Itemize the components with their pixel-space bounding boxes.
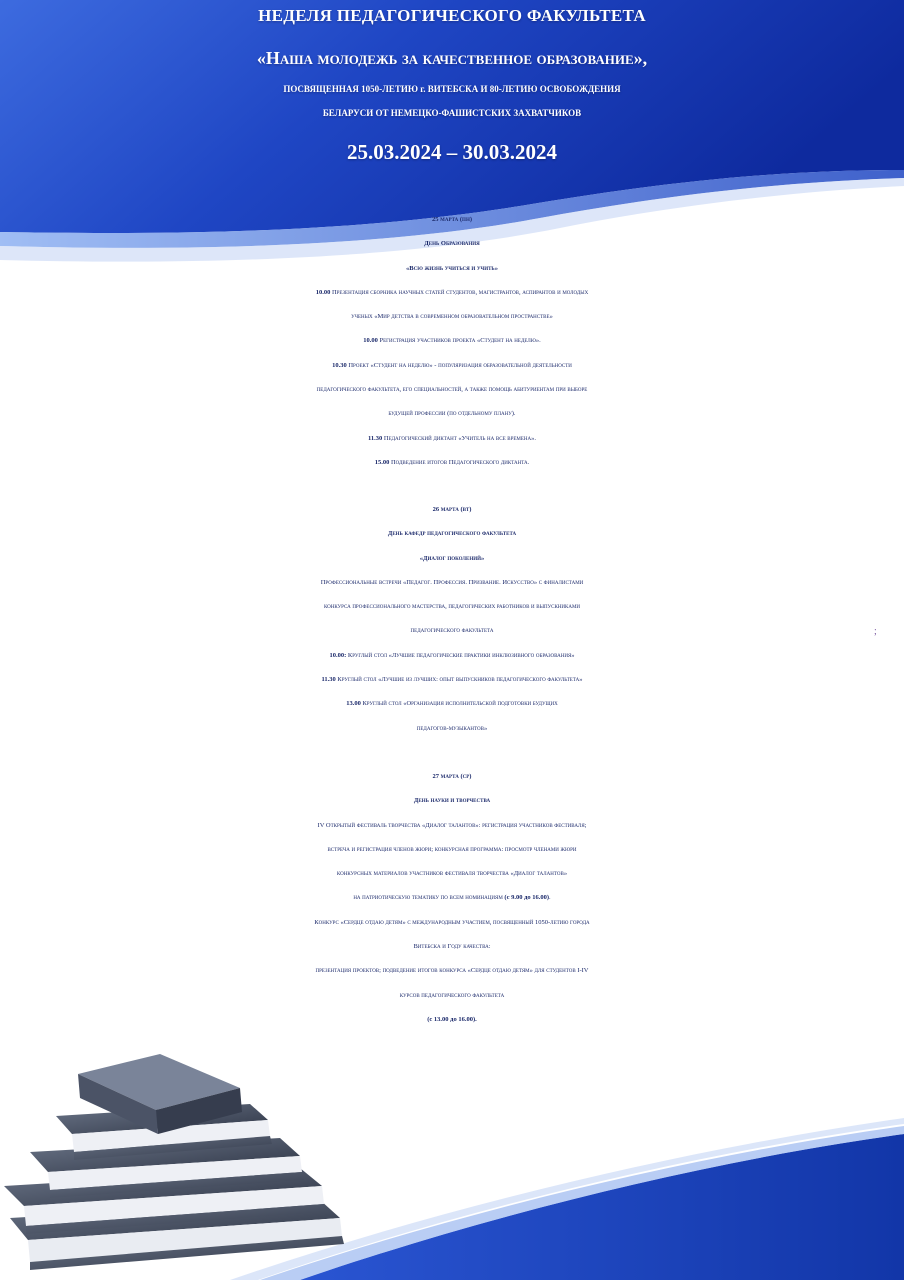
day-3-date: 27 марта (ср)	[432, 773, 472, 780]
day-1-event-1-cont: ученых «Мир детства в современном образовательном пространстве»	[351, 313, 553, 321]
day-3-section	[12, 765, 892, 1032]
dedication-line-1: ПОСВЯЩЕННАЯ 1050-ЛЕТИЮ г. ВИТЕБСКА И 80-ЛЕТИЮ ОСВОБОЖДЕНИЯ	[283, 84, 621, 94]
day-1-date: 25 марта (пн)	[432, 216, 472, 223]
day-1-event-3	[12, 354, 892, 378]
event-text: Круглый стол «Организация исполнительской подготовки будущих	[360, 700, 558, 708]
day-2-event-3-cont: педагогов-музыкантов»	[416, 724, 488, 732]
day-3-festival: IV Открытый фестиваль творчества «Диалог талантов»: регистрация участников фестиваля;	[317, 821, 587, 829]
event-time: 11.30	[321, 676, 336, 684]
day-1-event-3-cont: педагогического факультета, его специальностей, а также помощь абитуриентам при выборе	[316, 386, 588, 394]
book-stack-illustration	[0, 1040, 360, 1280]
day-2-event-1	[12, 644, 892, 668]
festival-time: (с 9.00 до 16.00)	[504, 894, 550, 902]
event-text: Подведение итогов Педагогического диктанта.	[389, 458, 530, 466]
day-3-name: День науки и творчества	[413, 797, 491, 805]
day-1-event-1	[12, 281, 892, 305]
event-time: 10.30	[332, 361, 347, 369]
stray-mark: ;	[874, 626, 877, 637]
day-3-contest-cont: Витебска и Году качества:	[413, 943, 491, 951]
festival-end: .	[549, 894, 551, 902]
day-2-intro: Профессиональные встречи «Педагог. Профессия. Призвание. Искусство» с финалистами	[320, 578, 584, 586]
day-3-festival-cont-3	[12, 886, 892, 910]
day-3-contest-time: (с 13.00 до 16.00).	[427, 1015, 477, 1023]
day-3-festival-cont: встреча и регистрация членов жюри; конкурсная программа: просмотр членами жюри	[327, 845, 577, 853]
day-3-festival-cont-2: конкурсных материалов участников фестиваля творчества «Диалог талантов»	[336, 870, 568, 878]
day-1-theme: «Всю жизнь учиться и учить»	[406, 264, 498, 272]
event-text: Круглый стол «Лучшие из лучших: опыт выпускников педагогического факультета»	[335, 676, 583, 684]
day-1-section	[12, 208, 892, 475]
day-1-event-3-cont-2: будущей профессии (по отдельному плану).	[388, 410, 516, 418]
day-3-contest-cont-3: курсов педагогического факультета	[399, 991, 505, 999]
day-3-contest: Конкурс «Сердце отдаю детям» с международным участием, посвященный 1050-летию города	[314, 918, 590, 926]
day-2-date: 26 марта (вт)	[432, 506, 472, 513]
event-text: Презентация сборника научных статей студентов, магистрантов, аспирантов и молодых	[330, 288, 589, 296]
day-1-name: День Образования	[424, 240, 480, 248]
day-2-theme: «Диалог поколений»	[419, 554, 485, 562]
day-2-intro-cont-2: педагогического факультета	[410, 627, 494, 635]
event-time: 10.00	[315, 288, 331, 296]
event-time: 15.00	[374, 458, 390, 466]
event-text: Регистрация участников проекта «Студент на неделю».	[377, 337, 541, 345]
event-text: Проект «Студент на неделю» - популяризация образовательной деятельности	[346, 361, 572, 369]
event-text: Педагогический диктант «Учитель на все времена».	[382, 434, 537, 442]
day-2-name: День кафедр педагогического факультета	[387, 530, 517, 538]
day-2-event-2	[12, 668, 892, 692]
day-1-event-4	[12, 427, 892, 451]
event-time: 13.00	[346, 700, 361, 708]
event-time: 10.00	[363, 337, 378, 345]
event-time: 11.30	[367, 434, 383, 442]
day-2-section	[12, 498, 892, 741]
day-2-event-3	[12, 692, 892, 716]
event-time: 10.00:	[329, 651, 347, 659]
festival-theme: на патриотическую тематику по всем номинациям	[353, 894, 505, 902]
event-motto: «Наша молодежь за качественное образование»,	[256, 48, 648, 68]
page-title: НЕДЕЛЯ ПЕДАГОГИЧЕСКОГО ФАКУЛЬТЕТА	[258, 6, 646, 25]
day-1-event-5	[12, 451, 892, 475]
day-1-event-2	[12, 329, 892, 353]
event-dates: 25.03.2024 – 30.03.2024	[347, 140, 557, 164]
day-2-intro-cont: конкурса профессионального мастерства, педагогических работников и выпускниками	[323, 603, 581, 611]
day-3-contest-cont-2: презентация проектов; подведение итогов конкурса «Сердце отдаю детям» для студентов I-IV	[315, 967, 589, 975]
event-text: Круглый стол «Лучшие педагогические практики инклюзивного образования»	[346, 651, 575, 659]
dedication-line-2: БЕЛАРУСИ ОТ НЕМЕЦКО-ФАШИСТСКИХ ЗАХВАТЧИКОВ	[322, 108, 582, 118]
